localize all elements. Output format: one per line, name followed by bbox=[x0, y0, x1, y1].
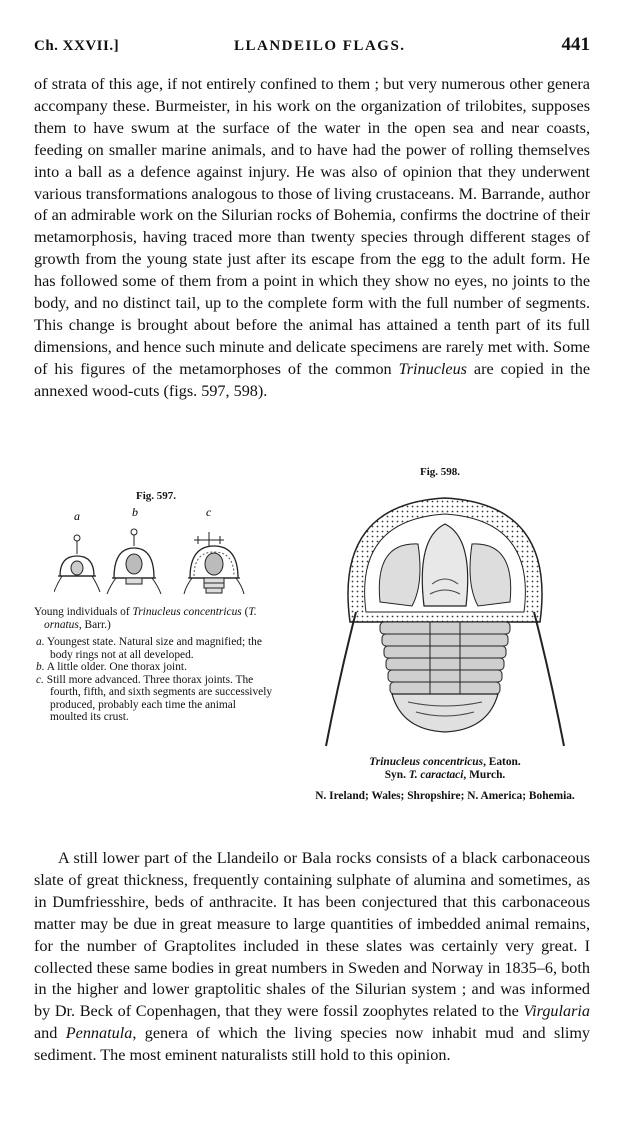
page-title: LLANDEILO FLAGS. bbox=[234, 38, 406, 54]
running-header bbox=[34, 36, 590, 60]
chapter-label: Ch. XXVII.] bbox=[34, 38, 120, 54]
paragraph-text-end: , genera of which the living species now inhabit mud and slimy sediment. The most eminent naturalists still hold to this opinion. bbox=[34, 1024, 591, 1065]
species-author: , Eaton. bbox=[483, 756, 521, 768]
caption-item bbox=[34, 661, 274, 674]
figure-label: Fig. 597. bbox=[135, 490, 177, 502]
caption-title-text: Young individuals of bbox=[34, 606, 130, 618]
caption-item bbox=[34, 636, 274, 661]
caption-syn-open: ( bbox=[244, 606, 249, 618]
figure-598-caption bbox=[300, 756, 590, 803]
species-name: Trinucleus concentricus bbox=[369, 756, 484, 768]
pygidium bbox=[392, 694, 498, 732]
trinucleus-young-stages-illustration bbox=[54, 506, 274, 602]
item-text: Youngest state. Natural size and magnified; the body rings not at all developed. bbox=[46, 636, 262, 661]
caption-syn-close: , Barr.) bbox=[78, 619, 111, 631]
item-marker: b. bbox=[36, 661, 45, 673]
stage-c-specimen bbox=[184, 546, 244, 594]
figure-label: Fig. 598. bbox=[419, 466, 461, 478]
synonym-name: T. caractaci bbox=[408, 769, 464, 781]
item-text: Still more advanced. Three thorax joints. The fourth, fifth, and sixth segments are successively produced, probably each time the animal moulted its crust. bbox=[46, 673, 273, 723]
stage-a-specimen bbox=[54, 556, 100, 592]
stage-b-specimen bbox=[107, 548, 161, 594]
stage-letter-b: b bbox=[132, 506, 138, 519]
item-text: A little older. One thorax joint. bbox=[46, 661, 187, 673]
paragraph-text-end: are copied in the annexed wood-cuts (figs. 597, 598). bbox=[34, 359, 591, 400]
caption-species: Trinucleus concentricus bbox=[132, 606, 242, 618]
thorax-segments bbox=[380, 622, 510, 694]
stage-letter-a: a bbox=[74, 509, 80, 523]
genus-name: Trinucleus bbox=[398, 359, 467, 378]
item-marker: a. bbox=[36, 636, 45, 648]
page-number: 441 bbox=[561, 34, 590, 55]
item-marker: c. bbox=[36, 673, 44, 686]
synonym-author: , Murch. bbox=[463, 769, 506, 781]
paragraph-trilobites bbox=[34, 74, 590, 403]
genus-name-2: Pennatula bbox=[65, 1024, 133, 1043]
caption-item-list bbox=[34, 636, 274, 724]
genus-name-1: Virgularia bbox=[523, 1002, 591, 1021]
synonym-prefix: Syn. bbox=[384, 769, 406, 781]
figure-597-caption bbox=[34, 606, 274, 724]
trinucleus-adult-illustration bbox=[320, 484, 570, 754]
paragraph-text: A still lower part of the Llandeilo or Bala rocks consists of a black carbonaceous slate of great thickness, frequently containing sulphate of alumina and sometimes, as in Dumfriesshire, beds of anthracite. It has been conjectured that this carbonaceous matter may be due in great measure to large quantities of imbedded animal remains, for the number of Graptolites included in these slates was certainly very great. I collected these same bodies in great numbers in Sweden and Norway in 1835–6, both in the higher and lower graptolitic shales of the Silurian system ; and was informed by Dr. Beck of Copenhagen, that they were fossil zoophytes related to the bbox=[34, 849, 590, 1021]
paragraph-text: of strata of this age, if not entirely confined to them ; but very numerous other genera accompany these. Burmeister, in his work on the organization of trilobites, supposes them to have swum at the surface of the water in the open sea and near coasts, feeding on smaller marine animals, and to have had the power of rolling themselves into a ball as a defence against injury. He was also of opinion that they underwent various transformations analogous to those of living crustaceans. M. Barrande, author of an admirable work on the Silurian rocks of Bohemia, confirms the doctrine of their metamorphosis, having traced more than twenty species through different stages of growth from the young state just after its escape from the egg to the adult form. He has followed some of them from a point in which they show no eyes, no joints to the body, and no distinct tail, up to the complete form with the full number of segments. This change is brought about before the animal has attained a tenth part of its full dimensions, and hence such minute and delicate specimens are rarely met with. Some of his figures of the metamorphoses of the common bbox=[34, 75, 590, 378]
stage-letter-c: c bbox=[206, 506, 212, 519]
paragraph-conjunction: and bbox=[34, 1024, 58, 1043]
caption-title bbox=[34, 606, 274, 632]
species-line bbox=[300, 756, 590, 769]
synonym-line bbox=[300, 769, 590, 782]
caption-item bbox=[34, 674, 274, 724]
localities: N. Ireland; Wales; Shropshire; N. America; Bohemia. bbox=[315, 790, 575, 802]
paragraph-llandeilo bbox=[34, 848, 590, 1067]
caption-synonym: T. ornatus bbox=[44, 606, 257, 631]
